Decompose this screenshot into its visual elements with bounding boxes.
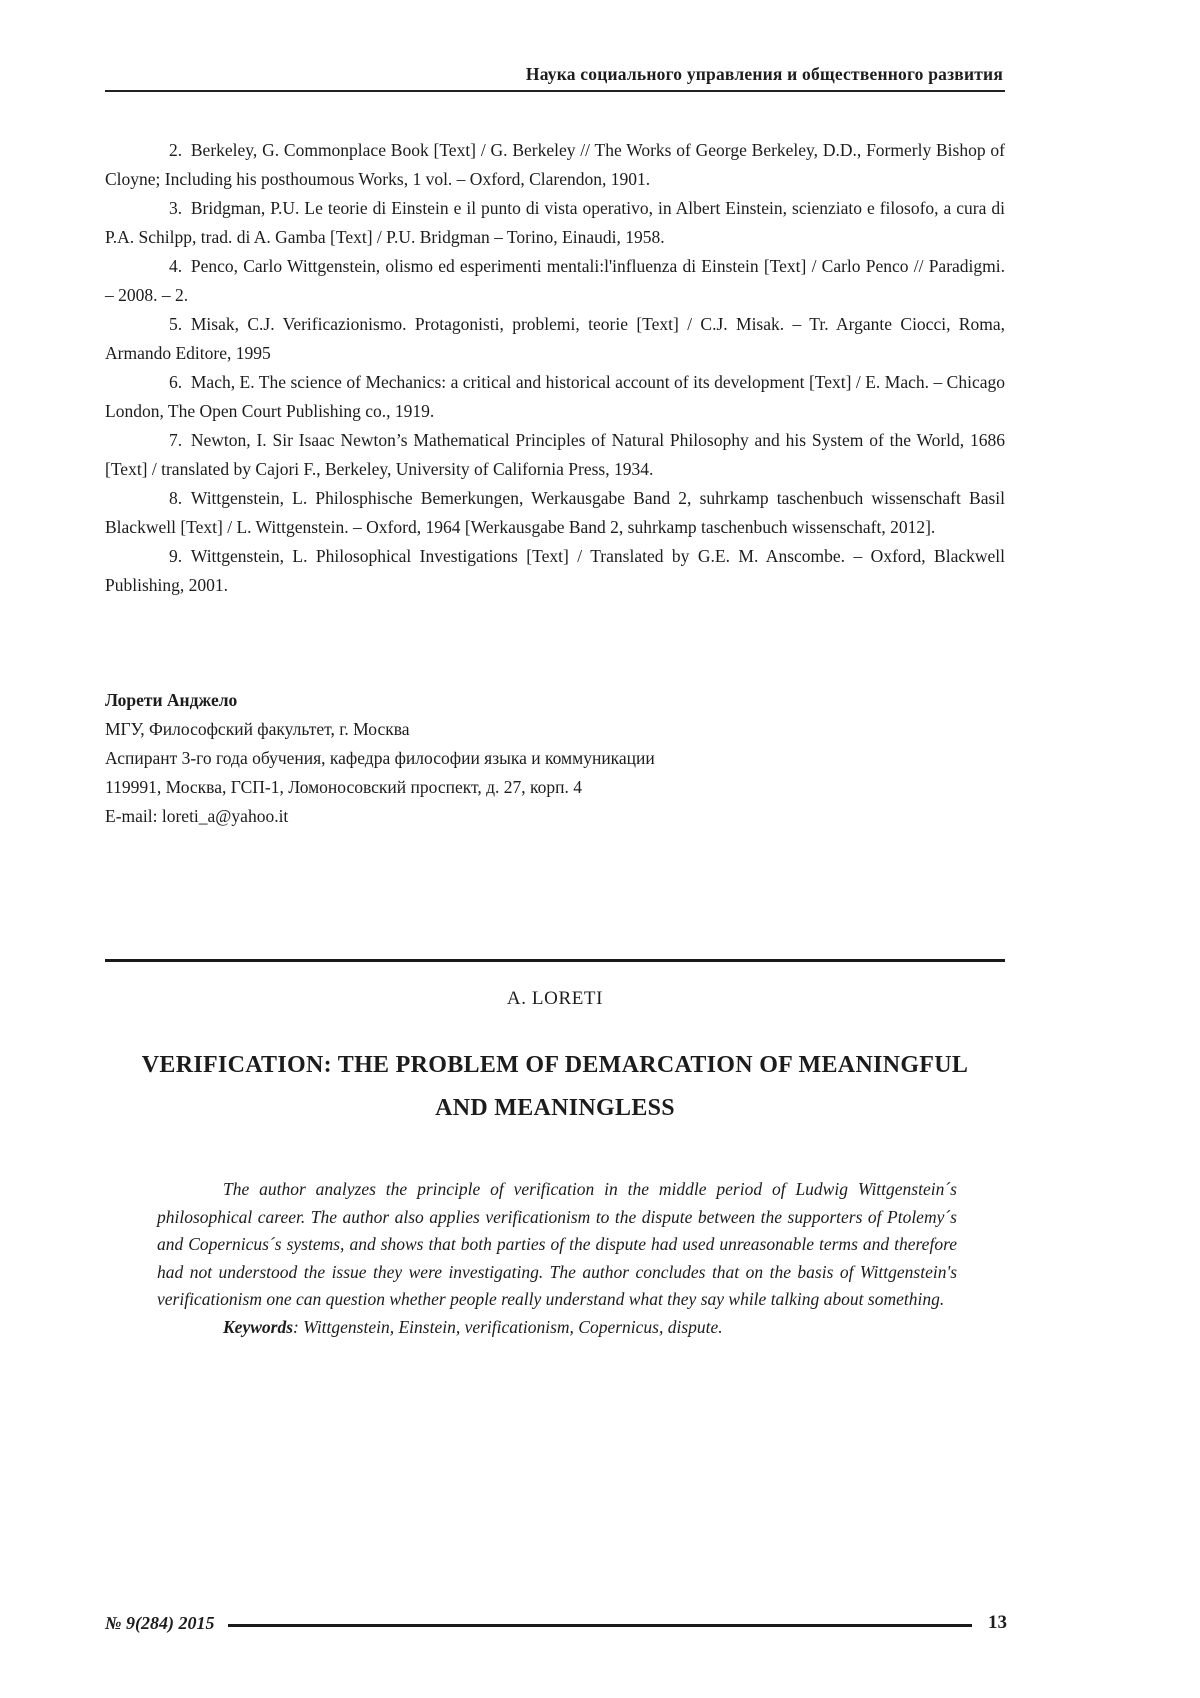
footer-issue-number: № 9(284) 2015 xyxy=(105,1612,215,1633)
keywords-text: : Wittgenstein, Einstein, verificationism, Copernicus, dispute. xyxy=(293,1316,723,1337)
author-address: 119991, Москва, ГСП-1, Ломоносовский проспект, д. 27, корп. 4 xyxy=(105,777,582,797)
author-name: Лорети Анджело xyxy=(105,690,238,710)
reference-item: 4. Penco, Carlo Wittgenstein, olismo ed esperimenti mentali:l'influenza di Einstein [Text] / Carlo Penco // Paradigmi. – 2008. – 2. xyxy=(105,256,1005,305)
reference-item: 9. Wittgenstein, L. Philosophical Investigations [Text] / Translated by G.E. M. Anscombe. – Oxford, Blackwell Publishing, 2001. xyxy=(105,546,1005,595)
article-author: A. LORETI xyxy=(506,988,604,1009)
reference-item: 7. Newton, I. Sir Isaac Newton’s Mathematical Principles of Natural Philosophy and his System of the World, 1686 [Text] / translated by Cajori F., Berkeley, University of California Press, 1934. xyxy=(105,430,1005,479)
reference-item: 2. Berkeley, G. Commonplace Book [Text] / G. Berkeley // The Works of George Berkeley, D.D., Formerly Bishop of Cloyne; Including his posthoumous Works, 1 vol. – Oxford, Clarendon, 1901. xyxy=(105,140,1005,189)
author-position: Аспирант 3-го года обучения, кафедра философии языка и коммуникации xyxy=(105,748,655,768)
keywords-line xyxy=(157,1314,957,1342)
running-header xyxy=(105,64,1005,92)
keywords-label: Keywords xyxy=(223,1316,293,1337)
footer-page-number: 13 xyxy=(988,1612,1007,1633)
footer-rule xyxy=(228,1624,972,1627)
references-list xyxy=(105,136,1005,600)
page-footer xyxy=(105,1612,1007,1634)
author-affiliation: МГУ, Философский факультет, г. Москва xyxy=(105,719,410,739)
article-title: VERIFICATION: THE PROBLEM OF DEMARCATION OF MEANINGFUL AND MEANINGLESS xyxy=(141,1052,969,1121)
reference-item: 3. Bridgman, P.U. Le teorie di Einstein e il punto di vista operativo, in Albert Einstein, scienziato e filosofo, a cura di P.A. Schilpp, trad. di A. Gamba [Text] / P.U. Bridgman – Torino, Einaudi, 1958. xyxy=(105,198,1005,247)
reference-item: 8. Wittgenstein, L. Philosphische Bemerkungen, Werkausgabe Band 2, suhrkamp taschenbuch wissenschaft Basil Blackwell [Text] / L. Wittgenstein. – Oxford, 1964 [Werkausgabe Band 2, suhrkamp taschenbuch wissenschaft, 2012]. xyxy=(105,488,1005,537)
reference-item: 6. Mach, E. The science of Mechanics: a critical and historical account of its development [Text] / E. Mach. – Chicago London, The Open Court Publishing co., 1919. xyxy=(105,372,1005,421)
author-info-block xyxy=(105,686,1005,831)
author-email: E-mail: loreti_a@yahoo.it xyxy=(105,806,289,826)
running-header-text: Наука социального управления и общественного развития xyxy=(525,64,1003,84)
article-abstract: The author analyzes the principle of verification in the middle period of Ludwig Wittgenstein´s philosophical career. The author also applies verificationism to the dispute between the supporters of Ptolemy´s and Copernicus´s systems, and shows that both parties of the dispute had used unreasonable terms and therefore had not understood the issue they were investigating. The author concludes that on the basis of Wittgenstein's verificationism one can question whether people really understand what they say while talking about something. xyxy=(157,1179,957,1309)
reference-item: 5. Misak, C.J. Verificazionismo. Protagonisti, problemi, teorie [Text] / C.J. Misak. – Tr. Argante Ciocci, Roma, Armando Editore, 1995 xyxy=(105,314,1005,363)
section-divider-rule xyxy=(105,959,1005,962)
